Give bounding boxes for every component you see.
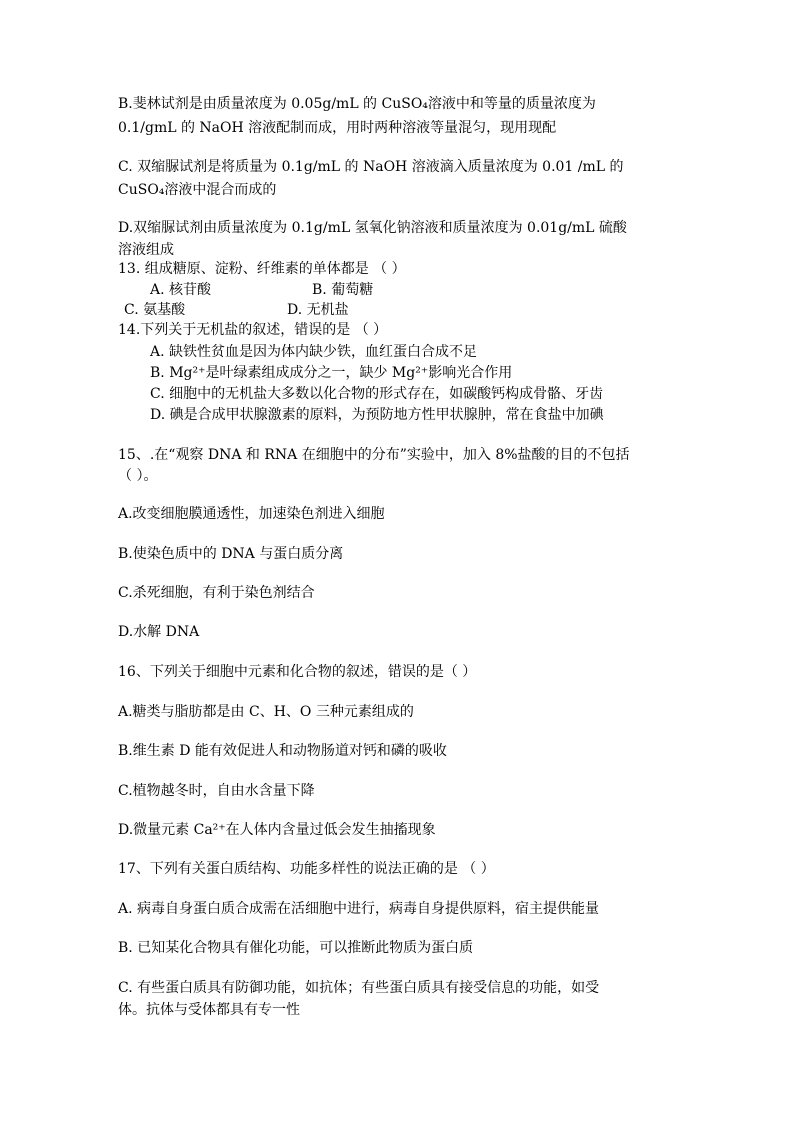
q12-option-d-line2: 溶液组成 [118, 242, 174, 258]
q17-option-b: B. 已知某化合物具有催化功能，可以推断此物质为蛋白质 [118, 940, 474, 956]
q16-option-b: B.维生素 D 能有效促进人和动物肠道对钙和磷的吸收 [118, 743, 447, 759]
q16-option-c: C.植物越冬时，自由水含量下降 [118, 783, 315, 799]
q13-option-c: C. 氨基酸 [124, 302, 186, 318]
q16-option-d: D.微量元素 Ca²⁺在人体内含量过低会发生抽搐现象 [118, 822, 436, 838]
q12-option-d-line1: D.双缩脲试剂由质量浓度为 0.1g/mL 氢氧化钠溶液和质量浓度为 0.01g/mL 硫酸 [118, 220, 627, 236]
q15-option-d: D.水解 DNA [118, 624, 200, 640]
q17-option-c-line1: C. 有些蛋白质具有防御功能，如抗体；有些蛋白质具有接受信息的功能，如受 [118, 980, 600, 996]
q15-stem-line1: 15、.在“观察 DNA 和 RNA 在细胞中的分布”实验中，加入 8%盐酸的目的不包括 [118, 447, 630, 463]
q13-option-b: B. 葡萄糖 [312, 282, 374, 298]
q16-option-a: A.糖类与脂肪都是由 C、H、O 三种元素组成的 [118, 704, 414, 720]
q15-option-b: B.使染色质中的 DNA 与蛋白质分离 [118, 546, 344, 562]
q15-stem-line2: （ ）。 [118, 468, 158, 484]
q15-option-a: A.改变细胞膜通透性，加速染色剂进入细胞 [118, 506, 385, 522]
q13-stem: 13. 组成糖原、淀粉、纤维素的单体都是 （ ） [118, 261, 406, 277]
q14-option-d: D. 碘是合成甲状腺激素的原料，为预防地方性甲状腺肿，常在食盐中加碘 [150, 407, 604, 423]
q13-option-d: D. 无机盐 [287, 302, 349, 318]
q14-option-c: C. 细胞中的无机盐大多数以化合物的形式存在，如碳酸钙构成骨骼、牙齿 [150, 386, 604, 402]
q15-option-c: C.杀死细胞，有利于染色剂结合 [118, 585, 315, 601]
q12-option-b-line1: B.斐林试剂是由质量浓度为 0.05g/mL 的 CuSO₄溶液中和等量的质量浓度为 [118, 96, 596, 112]
q14-stem: 14.下列关于无机盐的叙述，错误的是 （ ） [118, 322, 388, 338]
q17-option-a: A. 病毒自身蛋白质合成需在活细胞中进行，病毒自身提供原料，宿主提供能量 [118, 901, 600, 917]
q14-option-a: A. 缺铁性贫血是因为体内缺少铁，血红蛋白合成不足 [150, 344, 478, 360]
q12-option-c-line2: CuSO₄溶液中混合而成的 [118, 182, 277, 198]
q16-stem: 16、下列关于细胞中元素和化合物的叙述，错误的是（ ） [118, 664, 477, 680]
q17-option-c-line2: 体。抗体与受体都具有专一性 [118, 1002, 300, 1018]
q12-option-b-line2: 0.1/gmL 的 NaOH 溶液配制而成，用时两种溶液等量混匀，现用现配 [118, 120, 557, 136]
q17-stem: 17、下列有关蛋白质结构、功能多样性的说法正确的是 （ ） [118, 861, 495, 877]
q14-option-b: B. Mg²⁺是叶绿素组成成分之一，缺少 Mg²⁺影响光合作用 [150, 365, 513, 381]
q12-option-c-line1: C. 双缩脲试剂是将质量为 0.1g/mL 的 NaOH 溶液滴入质量浓度为 0.01 /mL 的 [118, 159, 624, 175]
q13-option-a: A. 核苷酸 [150, 282, 212, 298]
